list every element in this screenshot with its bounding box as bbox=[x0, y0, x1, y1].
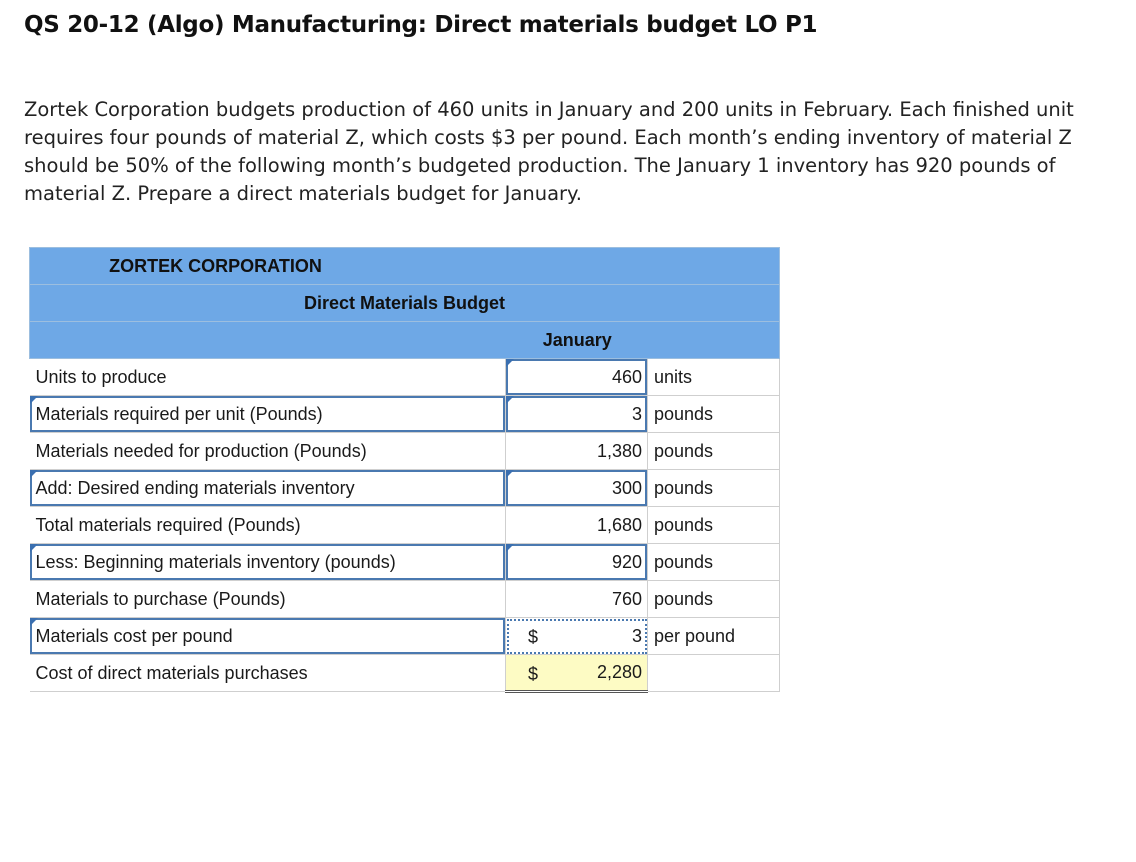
amount-cell bbox=[506, 581, 648, 618]
amount-value: 2,280 bbox=[596, 662, 642, 682]
row-label: Materials required per unit (Pounds) bbox=[35, 403, 323, 424]
label-select[interactable] bbox=[30, 470, 506, 507]
amount-value: 1,680 bbox=[596, 514, 642, 535]
header-company-row bbox=[30, 248, 780, 285]
row-label: Total materials required (Pounds) bbox=[30, 507, 506, 544]
label-select[interactable] bbox=[30, 396, 506, 433]
currency-symbol: $ bbox=[528, 664, 539, 684]
row-label: Less: Beginning materials inventory (pounds) bbox=[35, 551, 396, 572]
table-row bbox=[30, 618, 780, 655]
row-unit: pounds bbox=[648, 507, 780, 544]
amount-cell bbox=[506, 433, 648, 470]
amount-input[interactable] bbox=[506, 544, 648, 581]
table-row bbox=[30, 433, 780, 470]
row-unit: pounds bbox=[648, 581, 780, 618]
amount-value: 1,380 bbox=[596, 440, 642, 461]
row-label: Units to produce bbox=[30, 359, 506, 396]
table-row bbox=[30, 507, 780, 544]
table-row bbox=[30, 544, 780, 581]
row-label: Cost of direct materials purchases bbox=[30, 655, 506, 692]
direct-materials-budget-table bbox=[29, 247, 780, 693]
total-amount-cell bbox=[506, 655, 648, 692]
amount-value: 300 bbox=[611, 477, 642, 498]
label-select[interactable] bbox=[30, 618, 506, 655]
table-row bbox=[30, 581, 780, 618]
company-name: ZORTEK CORPORATION bbox=[109, 255, 322, 276]
row-label: Materials to purchase (Pounds) bbox=[30, 581, 506, 618]
currency-symbol: $ bbox=[528, 627, 539, 647]
amount-cell bbox=[506, 507, 648, 544]
amount-value: 920 bbox=[611, 551, 642, 572]
column-january: January bbox=[542, 329, 612, 350]
page-title: QS 20-12 (Algo) Manufacturing: Direct materials budget LO P1 bbox=[24, 12, 818, 38]
amount-input[interactable] bbox=[506, 359, 648, 396]
amount-value: 3 bbox=[631, 403, 642, 424]
header-column-row bbox=[30, 322, 780, 359]
table-row bbox=[30, 655, 780, 692]
amount-input[interactable] bbox=[506, 396, 648, 433]
row-label: Materials needed for production (Pounds) bbox=[30, 433, 506, 470]
row-unit: pounds bbox=[648, 396, 780, 433]
amount-input[interactable] bbox=[506, 470, 648, 507]
row-unit bbox=[648, 655, 780, 692]
row-unit: pounds bbox=[648, 433, 780, 470]
table-row bbox=[30, 359, 780, 396]
row-label: Materials cost per pound bbox=[35, 625, 233, 646]
label-select[interactable] bbox=[30, 544, 506, 581]
amount-value: 460 bbox=[611, 366, 642, 387]
row-unit: pounds bbox=[648, 544, 780, 581]
row-unit: units bbox=[648, 359, 780, 396]
question-text: Zortek Corporation budgets production of 460 units in January and 200 units in February. Each finished unit requires four pounds of material Z, which costs $3 per pound. Each month’s ending inventory of material Z should be 50% of the following month’s budgeted production. The January 1 inventory has 920 pounds of material Z. Prepare a direct materials budget for January. bbox=[24, 98, 1074, 205]
header-budget-name-row bbox=[30, 285, 780, 322]
table-row bbox=[30, 470, 780, 507]
table-row bbox=[30, 396, 780, 433]
row-unit: pounds bbox=[648, 470, 780, 507]
row-label: Add: Desired ending materials inventory bbox=[35, 477, 355, 498]
budget-name: Direct Materials Budget bbox=[303, 292, 506, 313]
amount-input[interactable] bbox=[506, 618, 648, 655]
row-unit: per pound bbox=[648, 618, 780, 655]
amount-value: 760 bbox=[611, 588, 642, 609]
amount-value: 3 bbox=[631, 625, 642, 646]
